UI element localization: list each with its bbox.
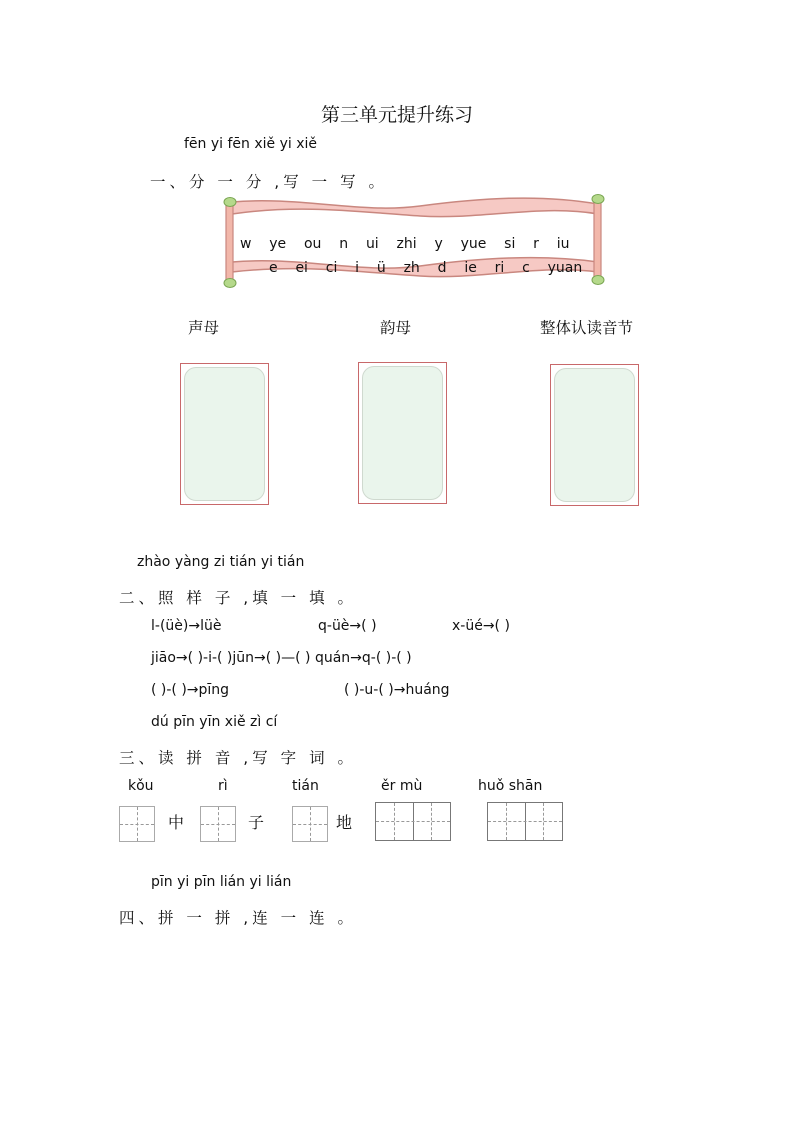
syllable: ie <box>464 260 477 276</box>
category-whole-syllables-label: 整体认读音节 <box>540 319 634 337</box>
pinyin-kou: kǒu <box>128 778 154 794</box>
syllable: e <box>269 260 278 276</box>
syllable: i <box>355 260 360 276</box>
syllable: yue <box>460 236 487 252</box>
section1-pinyin: fēn yi fēn xiě yi xiě <box>184 136 318 152</box>
syllable: ei <box>295 260 308 276</box>
syllable: ri <box>494 260 505 276</box>
syllable: ou <box>303 236 322 252</box>
syllable: w <box>240 236 252 252</box>
answer-box-whole-syllables[interactable] <box>550 364 639 506</box>
syllable: c <box>522 260 530 276</box>
section4-heading: 四、拼 一 拼 ,连 一 连 。 <box>119 909 357 927</box>
writing-grid-double[interactable] <box>375 802 451 841</box>
category-initials-label: 声母 <box>188 319 220 337</box>
syllable: zhi <box>396 236 417 252</box>
fill-item[interactable]: q-üè→( ) <box>318 618 377 634</box>
writing-grid[interactable] <box>292 806 328 842</box>
fill-item[interactable]: ( )-u-( )→huáng <box>344 682 450 698</box>
pinyin-er-mu: ěr mù <box>381 778 423 794</box>
syllable: iu <box>556 236 570 252</box>
syllable: ye <box>269 236 287 252</box>
given-char: 子 <box>248 813 265 832</box>
pinyin-tian: tián <box>292 778 319 794</box>
scroll-row-1 <box>240 236 570 252</box>
syllable: y <box>434 236 443 252</box>
section3-pinyin: dú pīn yīn xiě zì cí <box>151 714 278 730</box>
fill-item[interactable]: ( )-( )→pīng <box>151 682 230 698</box>
answer-box-finals[interactable] <box>358 362 447 504</box>
answer-box-initials[interactable] <box>180 363 269 505</box>
given-char: 地 <box>336 813 353 832</box>
fill-row[interactable]: jiāo→( )-i-( )jūn→( )—( ) quán→q-( )-( ) <box>151 650 412 666</box>
category-finals-label: 韵母 <box>380 319 412 337</box>
section1-heading: 一、分 一 分 ,写 一 写 。 <box>150 173 388 191</box>
writing-grid[interactable] <box>119 806 155 842</box>
syllable: yuan <box>547 260 583 276</box>
section2-pinyin: zhào yàng zi tián yi tián <box>137 554 305 570</box>
syllable: si <box>504 236 516 252</box>
writing-grid-double[interactable] <box>487 802 563 841</box>
syllable: ci <box>325 260 338 276</box>
syllable: r <box>533 236 539 252</box>
page-title: 第三单元提升练习 <box>320 104 473 126</box>
syllable: ui <box>365 236 379 252</box>
pinyin-ri: rì <box>218 778 228 794</box>
given-char: 中 <box>168 813 185 832</box>
pinyin-huo-shan: huǒ shān <box>478 778 543 794</box>
syllable: ü <box>376 260 386 276</box>
example-item: l-(üè)→lüè <box>151 618 222 634</box>
section2-heading: 二、照 样 子 ,填 一 填 。 <box>119 589 357 607</box>
section4-pinyin: pīn yi pīn lián yi lián <box>151 874 292 890</box>
syllable: zh <box>403 260 420 276</box>
syllable: n <box>339 236 349 252</box>
section3-heading: 三、读 拼 音 ,写 字 词 。 <box>119 749 357 767</box>
fill-item[interactable]: x-üé→( ) <box>452 618 510 634</box>
writing-grid[interactable] <box>200 806 236 842</box>
syllable: d <box>437 260 447 276</box>
scroll-row-2 <box>269 260 582 276</box>
